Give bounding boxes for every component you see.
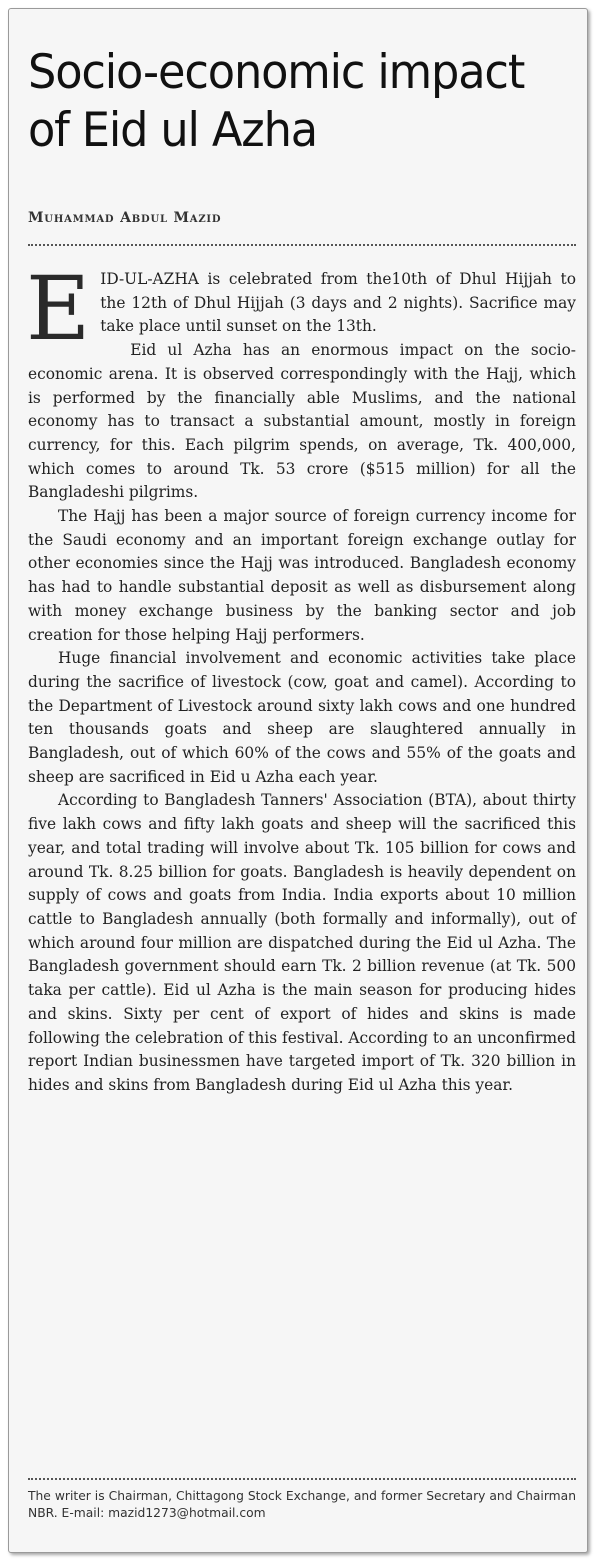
author-note: The writer is Chairman, Chittagong Stock Exchange, and former Secretary and Chairman NBR. E-mail: mazid1273@hotmail.com <box>28 1489 576 1520</box>
dotted-divider-bottom <box>28 1478 576 1480</box>
article-body <box>26 257 576 1098</box>
paragraph-4: Huge financial involvement and economic activities take place during the sacrifice of livestock (cow, goat and camel). According to the Department of Livestock around sixty lakh cows and one hundred ten thousands goats and sheep are slaughtered annually in Bangladesh, out of which 60% of the cows and 55% of the goats and sheep are sacrificed in Eid u Azha each year. <box>28 649 576 786</box>
drop-cap: E <box>26 257 91 360</box>
paragraph-1-text: ID-UL-AZHA is celebrated from the10th of Dhul Hijjah to the 12th of Dhul Hijjah (3 days and 2 nights). Sacrifice may take place until sunset on the 13th. <box>100 270 576 336</box>
paragraph-1 <box>26 257 576 360</box>
paragraph-5: According to Bangladesh Tanners' Association (BTA), about thirty five lakh cows and fifty lakh goats and sheep will the sacrificed this year, and total trading will involve about Tk. 105 billion for cows and around Tk. 8.25 billion for goats. Bangladesh is heavily dependent on supply of cows and goats from India. India exports about 10 million cattle to Bangladesh annually (both formally and informally), out of which around four million are dispatched during the Eid ul Azha. The Bangladesh government should earn Tk. 2 billion revenue (at Tk. 500 taka per cattle). Eid ul Azha is the main season for producing hides and skins. Sixty per cent of export of hides and skins is made following the celebration of this festival. According to an unconfirmed report Indian businessmen have targeted import of Tk. 320 billion in hides and skins from Bangladesh during Eid ul Azha this year. <box>28 791 576 1094</box>
article-headline <box>28 44 541 160</box>
paragraph-2: Eid ul Azha has an enormous impact on the socio-economic arena. It is observed correspondingly with the Hajj, which is performed by the financially able Muslims, and the national economy has to transact a substantial amount, mostly in foreign currency, for this. Each pilgrim spends, on average, Tk. 400,000, which comes to around Tk. 53 crore ($515 million) for all the Bangladeshi pilgrims. <box>28 341 576 502</box>
headline-line-2: of Eid ul Azha <box>28 103 317 158</box>
paragraph-3: The Hajj has been a major source of foreign currency income for the Saudi economy and an important foreign exchange outlay for other economies since the Hajj was introduced. Bangladesh economy has had to handle substantial deposit as well as disbursement along with money exchange business by the banking sector and job creation for those helping Hajj performers. <box>28 507 576 644</box>
byline: Muhammad Abdul Mazid <box>28 210 222 226</box>
dotted-divider-top <box>28 244 576 246</box>
headline-line-1: Socio-economic impact <box>28 45 525 100</box>
